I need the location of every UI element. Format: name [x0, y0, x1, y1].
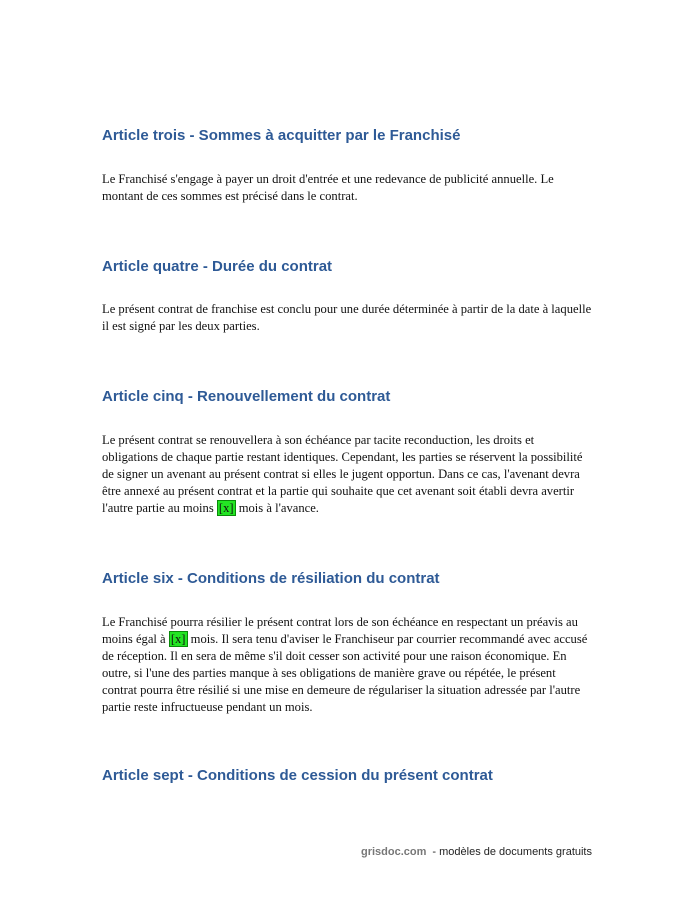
footer-site-link[interactable]: grisdoc.com	[361, 846, 427, 858]
page-footer	[361, 846, 592, 858]
placeholder-highlight: [x]	[218, 501, 234, 515]
article-5-paragraph: Le présent contrat se renouvellera à son échéance par tacite reconduction, les droits et obligations de chaque partie restant identiques. Cependant, les parties se réservent la possibilité de signer un avenant au présent contrat si elles le jugent opportun. Dans ce cas, l'avenant devra être annexé au présent contrat et la partie qui souhaite que cet avenant soit établi devra avertir l'autre partie au moins [x] mois à l'avance.	[102, 433, 583, 515]
placeholder-highlight: [x]	[170, 632, 186, 646]
article-5-heading: Article cinq - Renouvellement du contrat	[102, 388, 391, 405]
article-4-paragraph: Le présent contrat de franchise est conclu pour une durée déterminée à partir de la date à laquelle il est signé par les deux parties.	[102, 302, 592, 333]
article-4-heading: Article quatre - Durée du contrat	[102, 258, 333, 275]
article-6-paragraph: Le Franchisé pourra résilier le présent contrat lors de son échéance en respectant un préavis au moins égal à [x] mois. Il sera tenu d'aviser le Franchiseur par courrier recommandé avec accusé de réception. Il en sera de même s'il doit cesser son activité pour une raison économique. En outre, si l'une des parties manque à ses obligations de manière grave ou répétée, le présent contrat pourra être résilié si une mise en demeure de régulariser la situation adressée par l'autre partie reste infructueuse pendant un mois.	[102, 615, 588, 714]
article-3-heading: Article trois - Sommes à acquitter par le Franchisé	[102, 127, 461, 144]
article-6-heading: Article six - Conditions de résiliation du contrat	[102, 570, 440, 587]
footer-tagline: - modèles de documents gratuits	[432, 846, 592, 858]
article-3-paragraph: Le Franchisé s'engage à payer un droit d'entrée et une redevance de publicité annuelle. Le montant de ces sommes est précisé dans le contrat.	[102, 172, 554, 203]
article-7-heading: Article sept - Conditions de cession du présent contrat	[102, 767, 493, 784]
